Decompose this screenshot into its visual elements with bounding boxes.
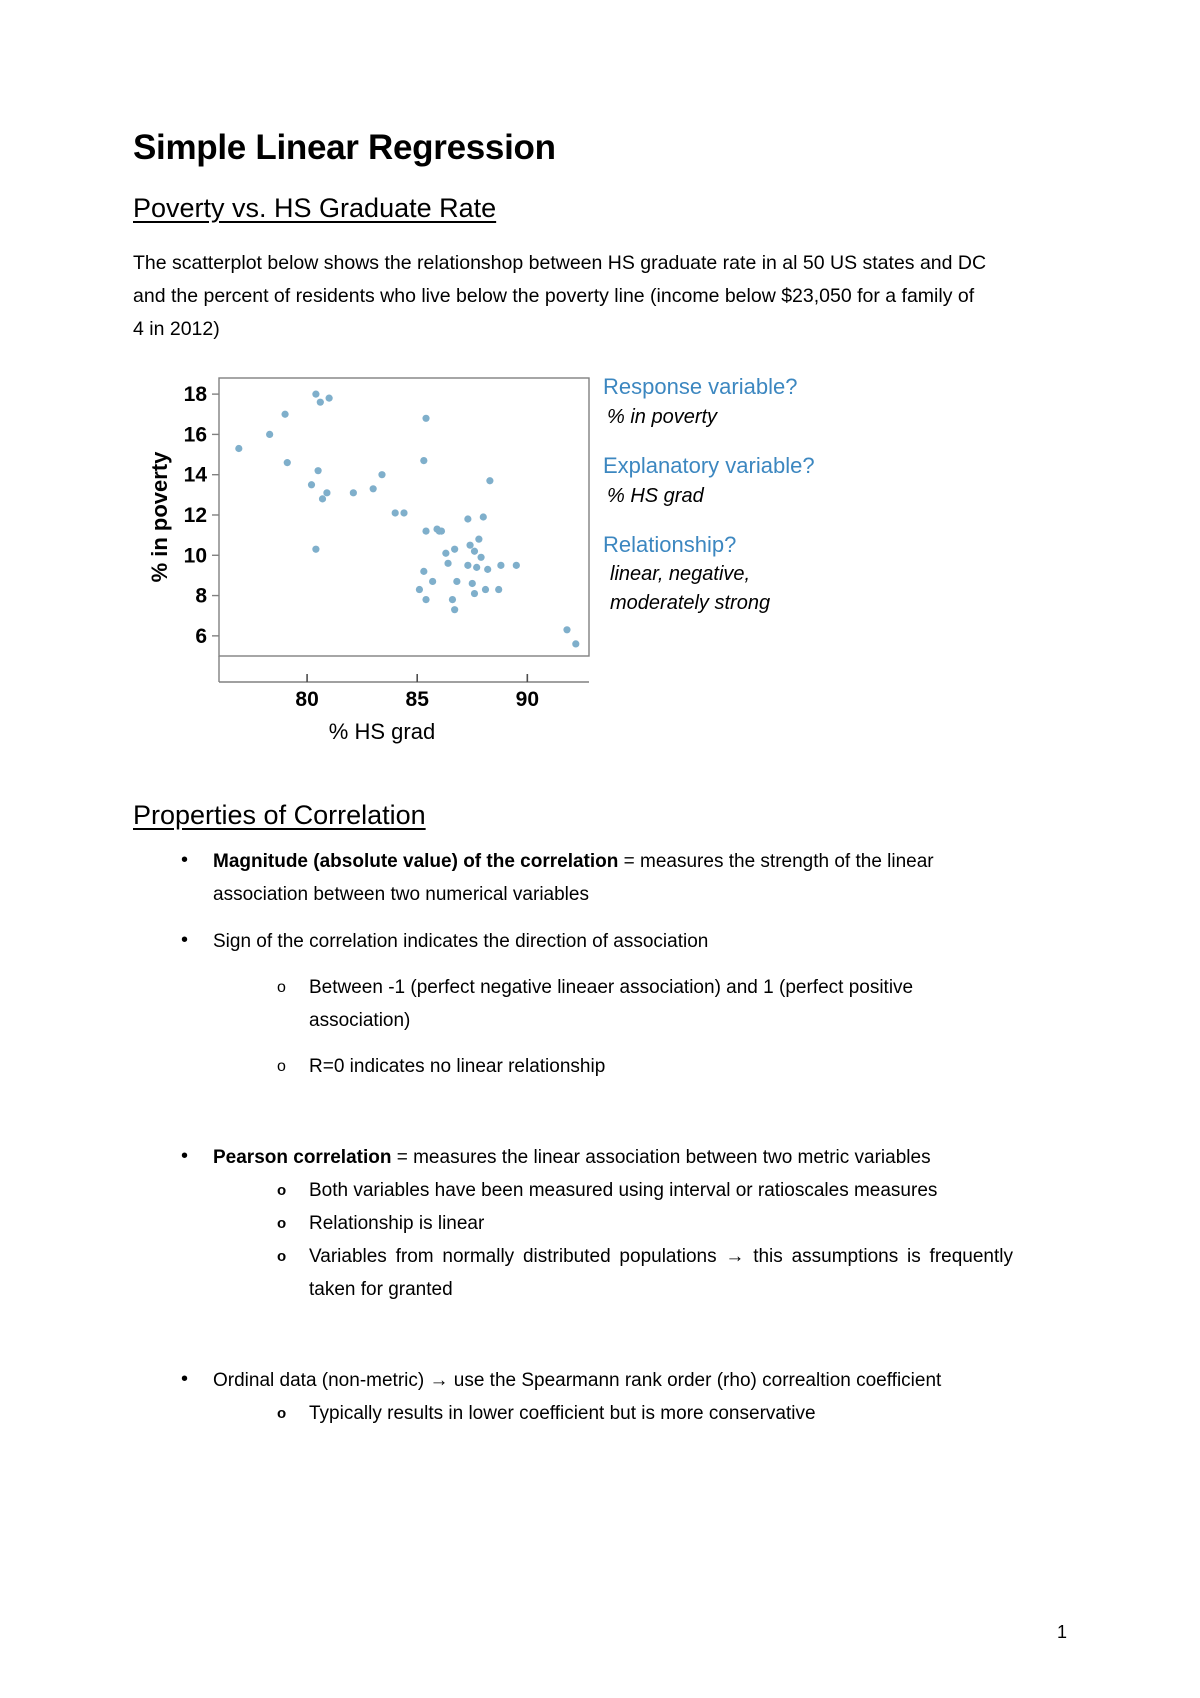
explanatory-variable-question: Explanatory variable? [603, 452, 815, 478]
list-item [178, 1364, 1013, 1430]
scatter-point [444, 559, 451, 566]
bullet-1-bold: Magnitude (absolute value) of the correlation [213, 851, 619, 873]
scatter-point [312, 390, 319, 397]
annotation-gap-2 [603, 511, 1003, 530]
bullet-3-rest: = measures the linear association between two metric variables [391, 1147, 931, 1169]
bullet-1-rest: = measures the strength of the linear association between two numerical variables [213, 851, 934, 906]
scatter-point [281, 410, 288, 417]
bullet-4-rest: Ordinal data (non-metric) → use the Spearmann rank order (rho) correaltion coefficient [213, 1370, 942, 1392]
list-item: o Between -1 (perfect negative lineaer association) and 1 (perfect positive association) [273, 971, 1013, 1037]
x-axis-label: % HS grad [328, 718, 436, 744]
scatter-point [484, 565, 491, 572]
explanatory-variable-answer: % HS grad [607, 484, 704, 507]
scatter-point [392, 509, 399, 516]
properties-bullet-list [133, 845, 1013, 1083]
chart-annotations [603, 372, 1003, 618]
scatter-point [284, 459, 291, 466]
scatter-point [480, 513, 487, 520]
scatter-point [477, 553, 484, 560]
y-axis-tick-label: 12 [183, 503, 207, 527]
list-item: o Relationship is linear [273, 1207, 1013, 1240]
scatter-point [350, 489, 357, 496]
scatter-point [315, 467, 322, 474]
response-variable-question: Response variable? [603, 373, 798, 399]
list-item: o Both variables have been measured using interval or ratioscales measures [273, 1174, 1013, 1207]
scatter-point [319, 495, 326, 502]
scatter-point [469, 580, 476, 587]
scatter-point [422, 414, 429, 421]
scatter-point [420, 457, 427, 464]
bullet-2-rest: Sign of the correlation indicates the direction of association [213, 931, 709, 953]
scatter-point [473, 563, 480, 570]
scatter-point [416, 586, 423, 593]
y-axis-tick-label: 10 [183, 543, 207, 567]
scatter-point [429, 578, 436, 585]
relationship-answer-line1: linear, negative, [610, 562, 751, 585]
scatter-point [266, 430, 273, 437]
y-axis-tick-label: 6 [195, 624, 207, 648]
scatter-point [466, 541, 473, 548]
scatter-point [323, 489, 330, 496]
scatter-point [451, 545, 458, 552]
scatter-point [436, 527, 443, 534]
scatter-point [486, 477, 493, 484]
page-number: 1 [1056, 1622, 1067, 1642]
scatterplot-svg [141, 368, 593, 744]
y-axis-tick-label: 16 [183, 423, 207, 447]
y-axis-label: % in poverty [147, 451, 172, 583]
x-axis-tick-label: 85 [405, 687, 429, 711]
properties-bullet-list-2 [133, 1141, 1013, 1306]
bullet-3-sublist [213, 1174, 1013, 1306]
scatter-point [370, 485, 377, 492]
bullet-4-sublist [213, 1397, 1013, 1430]
scatter-point [308, 481, 315, 488]
response-variable-answer: % in poverty [607, 405, 718, 428]
list-item [178, 1141, 1013, 1306]
y-axis-tick-label: 8 [195, 584, 207, 608]
bullet-2-sublist [213, 971, 1013, 1083]
relationship-answer-line2: moderately strong [610, 591, 771, 614]
scatter-point [513, 561, 520, 568]
list-item [178, 845, 1013, 911]
scatter-point [451, 606, 458, 613]
list-item: o Typically results in lower coefficient but is more conservative [273, 1397, 1013, 1430]
scatter-point [563, 626, 570, 633]
scatter-point [495, 586, 502, 593]
scatter-point [420, 567, 427, 574]
list-item: o Variables from normally distributed populations → this assumptions is frequently taken for granted [273, 1240, 1013, 1306]
scatter-point [422, 527, 429, 534]
scatterplot-chart [141, 368, 593, 744]
bullet-3-bold: Pearson correlation [213, 1147, 392, 1169]
scatter-point [235, 445, 242, 452]
scatterplot-figure [133, 368, 1013, 744]
properties-bullet-list-3 [133, 1364, 1013, 1430]
scatter-point [471, 590, 478, 597]
section-heading-properties: Properties of Correlation [133, 799, 426, 830]
page-content [133, 0, 1013, 1430]
list-item [178, 925, 1013, 1083]
relationship-question: Relationship? [603, 531, 737, 557]
x-axis-tick-label: 90 [515, 687, 540, 711]
list-item: o R=0 indicates no linear relationship [273, 1050, 1013, 1083]
scatter-point [400, 509, 407, 516]
annotation-gap-1 [603, 432, 1003, 451]
y-axis-tick-label: 18 [183, 382, 207, 406]
section-heading-poverty: Poverty vs. HS Graduate Rate [133, 193, 497, 224]
scatter-point [442, 549, 449, 556]
scatter-point [326, 394, 333, 401]
x-axis-tick-label: 80 [295, 687, 319, 711]
scatter-point [453, 578, 460, 585]
scatter-point [464, 515, 471, 522]
mid-spacer-2 [133, 1306, 1013, 1364]
scatter-point [464, 561, 471, 568]
figure-bottom-spacer [133, 713, 1013, 799]
scatter-point [471, 547, 478, 554]
scatter-point [572, 640, 579, 647]
scatter-point [497, 561, 504, 568]
mid-spacer [133, 1083, 1013, 1141]
scatter-point [422, 596, 429, 603]
scatter-point [449, 596, 456, 603]
plot-frame [219, 378, 589, 656]
scatter-point [482, 586, 489, 593]
y-axis-tick-label: 14 [183, 463, 207, 487]
scatter-point [475, 535, 482, 542]
page-title: Simple Linear Regression [133, 128, 556, 167]
scatter-point [312, 545, 319, 552]
scatter-point [378, 471, 385, 478]
scatter-point [317, 398, 324, 405]
intro-paragraph: The scatterplot below shows the relationshop between HS graduate rate in al 50 US states and DC and the percent of residents who live below the poverty line (income below $23,050 for a family of 4 in 2012) [133, 251, 987, 340]
